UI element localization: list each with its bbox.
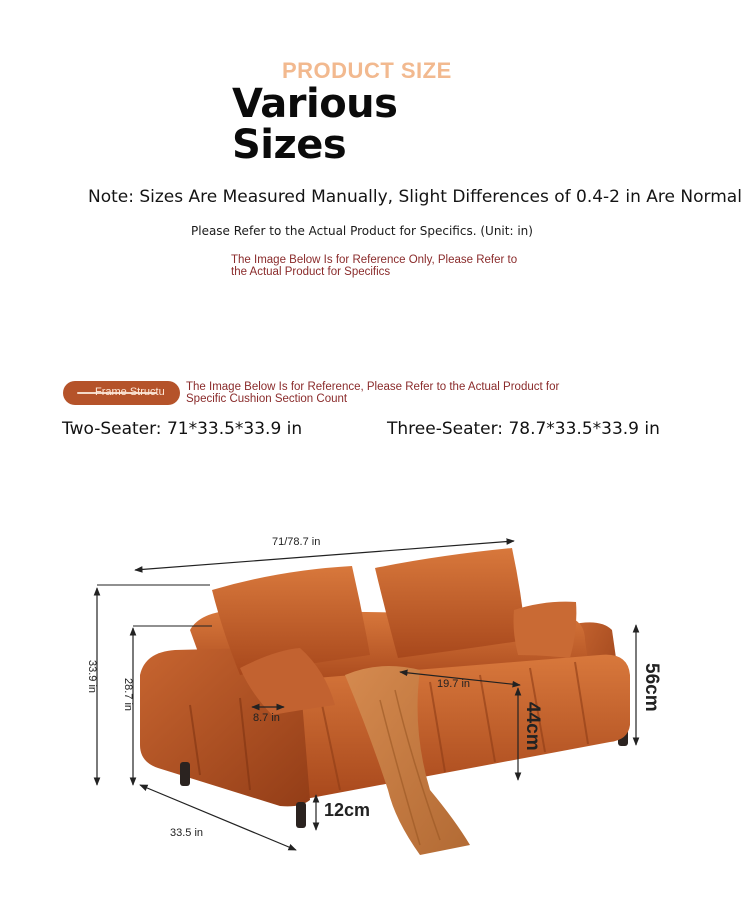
cushion-reference-note: The Image Below Is for Reference, Please Refer to the Actual Product for Specific Cushion Section Count: [186, 381, 560, 405]
frame-structure-tag: [63, 381, 180, 405]
height-label: 33.9 in: [86, 660, 98, 694]
cushion-depth-label: 44cm: [522, 702, 543, 751]
frame-structure-label: Frame Structu: [95, 386, 165, 398]
reference-note: The Image Below Is for Reference Only, Please Refer to the Actual Product for Specifics: [231, 254, 518, 278]
page-title: [232, 81, 398, 168]
measurement-note: Note: Sizes Are Measured Manually, Slight Differences of 0.4-2 in Are Normal: [88, 187, 742, 207]
front-middle-leg: [296, 802, 306, 828]
back-pillow-right: [375, 548, 526, 658]
section-kicker: PRODUCT SIZE: [282, 58, 452, 83]
seat-height-label: 28.7 in: [122, 678, 134, 712]
three-seater-size: Three-Seater: 78.7*33.5*33.9 in: [387, 419, 660, 439]
unit-note: Please Refer to the Actual Product for Specifics. (Unit: in): [191, 224, 533, 238]
front-left-leg: [180, 762, 190, 786]
page-title-line-1: Various: [232, 81, 398, 127]
sofa-illustration: [140, 548, 630, 855]
leg-height-label: 12cm: [324, 800, 371, 820]
arm-height-label: 56cm: [641, 663, 662, 712]
two-seater-size: Two-Seater: 71*33.5*33.9 in: [62, 419, 303, 439]
throw-pillow-right: [514, 602, 577, 658]
cushion-width-label: 19.7 in: [437, 678, 471, 690]
sofa-dimension-figure: [0, 500, 750, 907]
depth-label: 33.5 in: [170, 827, 204, 839]
length-label: 71/78.7 in: [272, 536, 321, 548]
arm-width-label: 8.7 in: [253, 712, 280, 724]
page-title-line-2: Sizes: [232, 122, 347, 168]
